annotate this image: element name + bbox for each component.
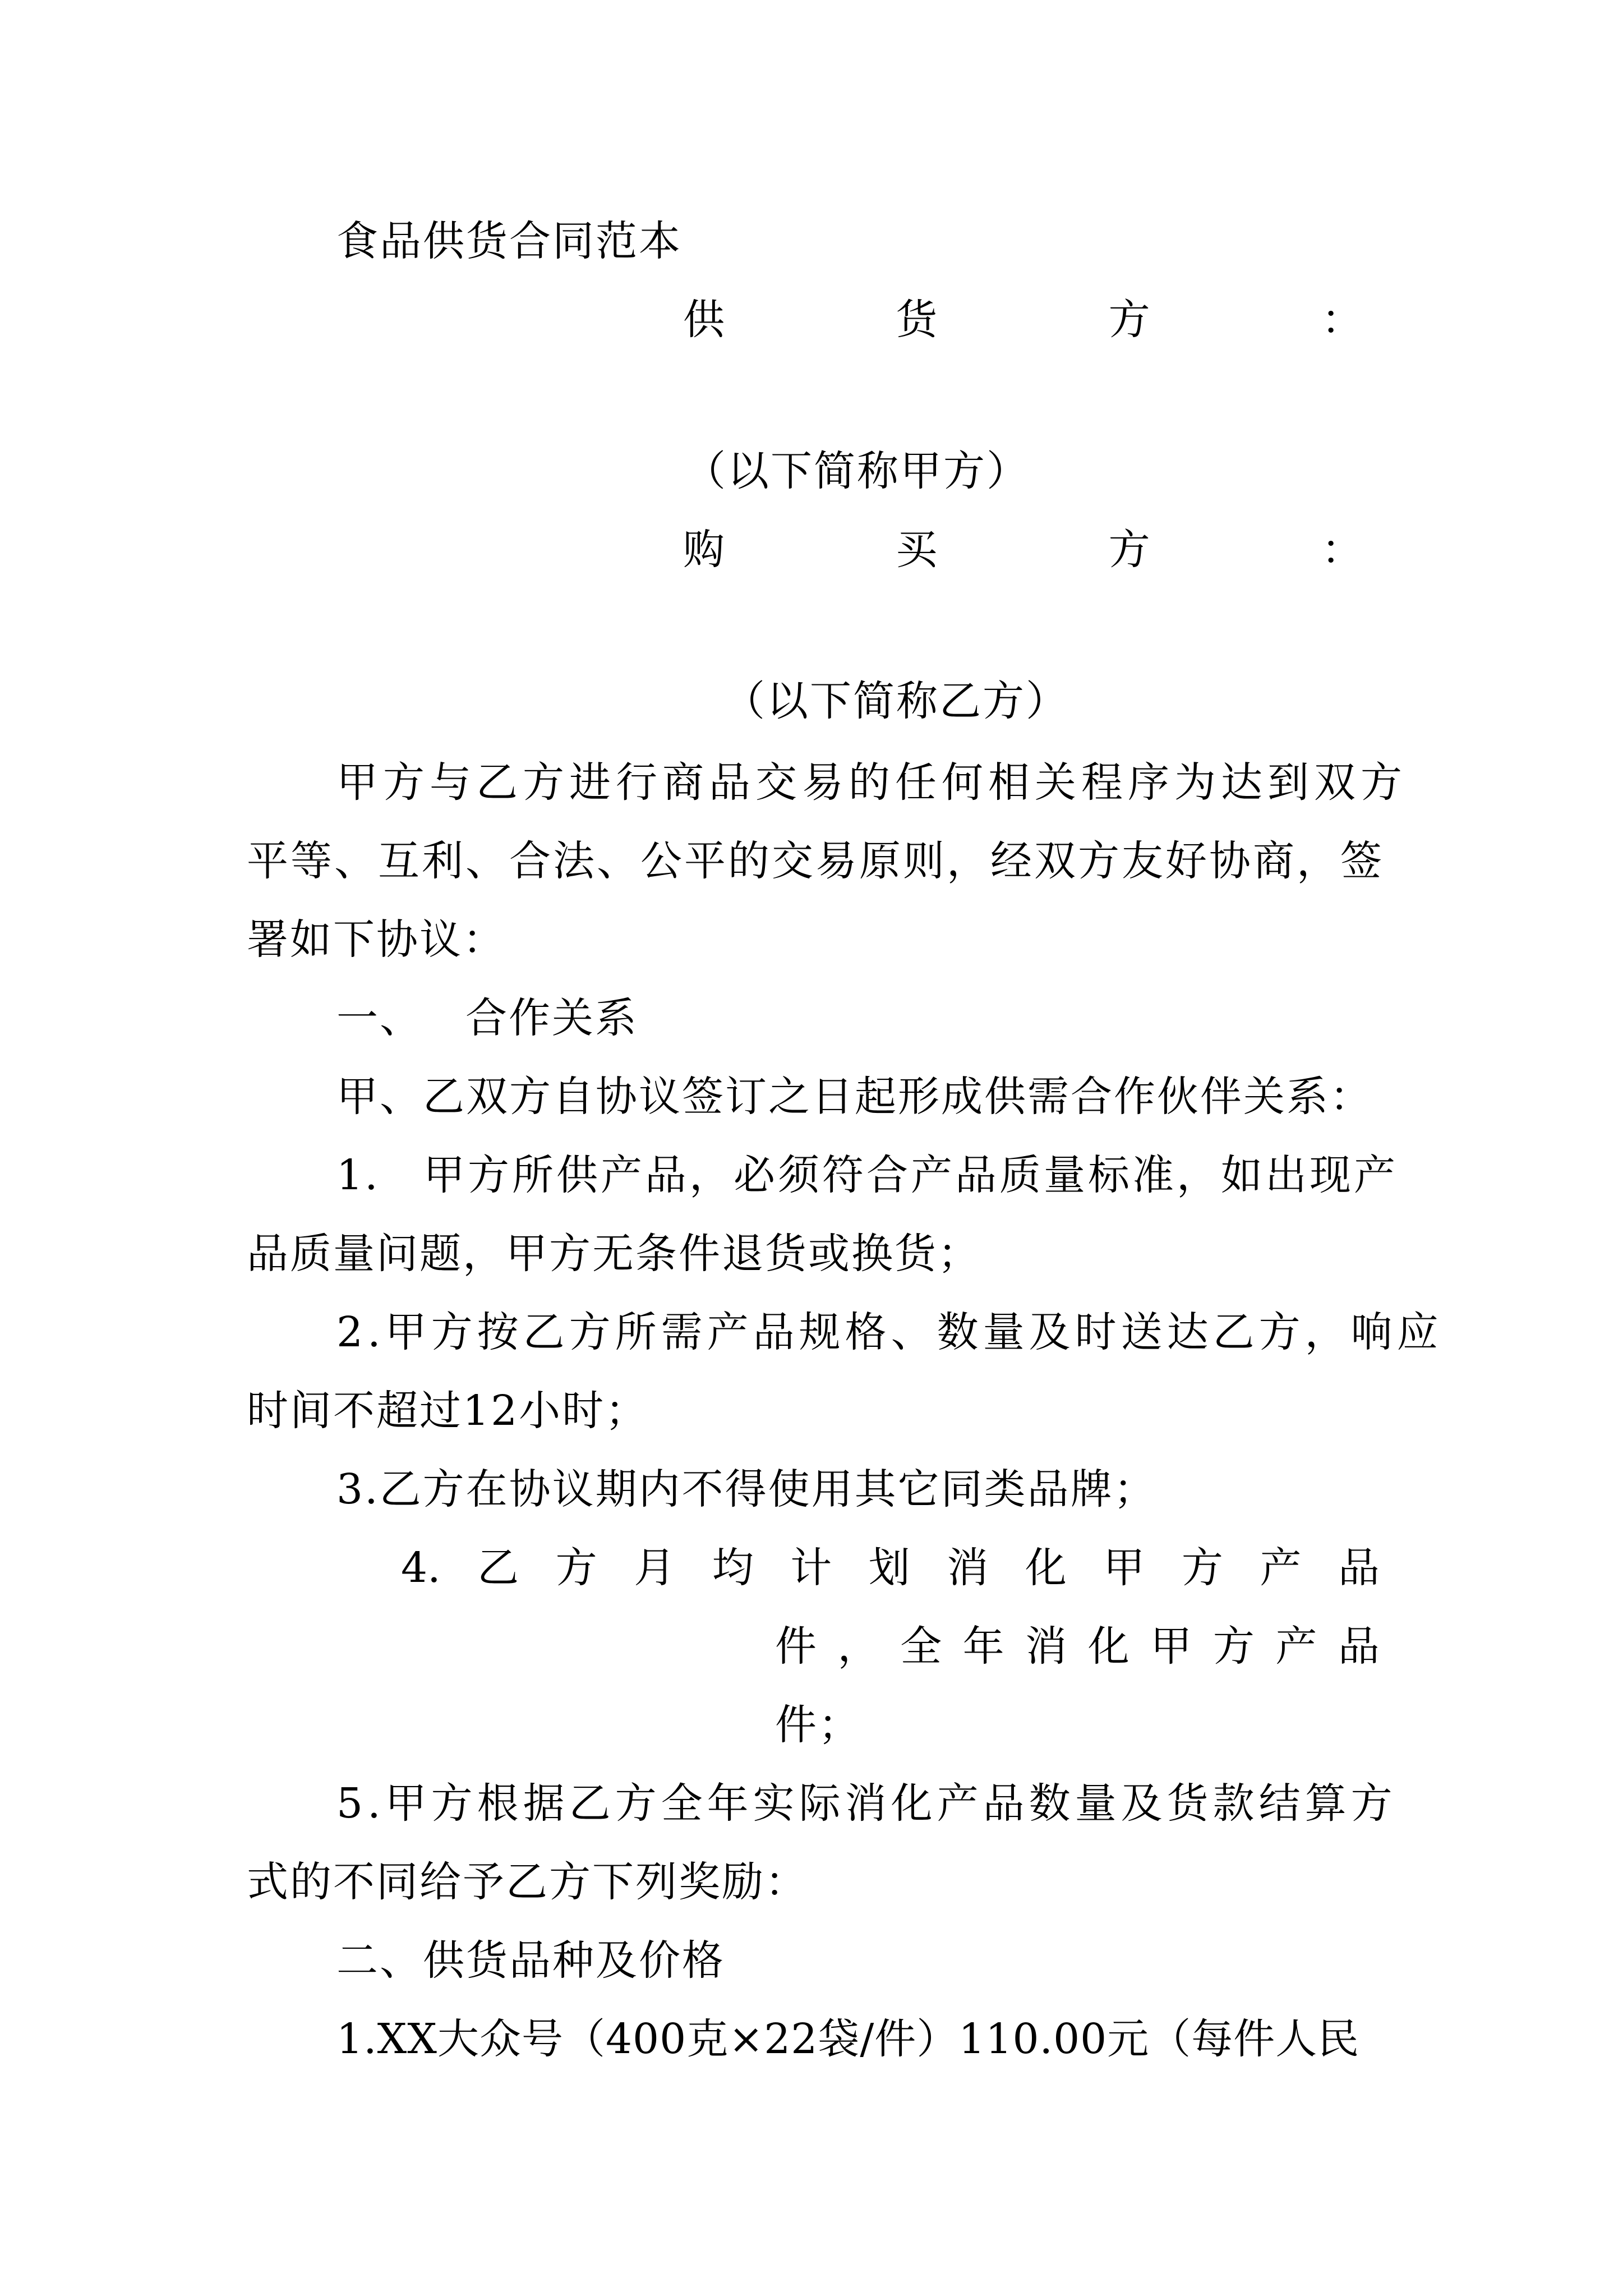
- item4-char: 划: [868, 1544, 910, 1592]
- item4-char: 化: [1025, 1544, 1067, 1592]
- item4-char: 件: [775, 1622, 817, 1671]
- item2-line-2: 时间不超过12小时；: [247, 1387, 649, 1435]
- buyer-char: 方: [1108, 526, 1150, 574]
- item4-char: 甲: [1150, 1622, 1192, 1671]
- buyer-char: 买: [896, 526, 938, 574]
- preamble-line-2: 平等、互利、合法、公平的交易原则，经双方友好协商，签: [247, 837, 1384, 885]
- item1-line-1: 甲方所供产品，必须符合产品质量标准，如出现产: [423, 1151, 1398, 1199]
- item4-char: 产: [1275, 1622, 1317, 1671]
- item5-line-1: 5.甲方根据乙方全年实际消化产品数量及货款结算方: [336, 1779, 1397, 1828]
- item4-char: 年: [962, 1622, 1004, 1671]
- item2-line-1: 2.甲方按乙方所需产品规格、数量及时送达乙方，响应: [336, 1308, 1443, 1356]
- item4-line-3: 件；: [775, 1701, 861, 1749]
- buyer-note: （以下简称乙方）: [723, 677, 1069, 725]
- item4-line-1: [401, 1537, 1380, 1599]
- supplier-char: ：: [1321, 296, 1363, 344]
- item4-char: 品: [1338, 1622, 1380, 1671]
- item1-number: 1.: [336, 1151, 380, 1199]
- supplier-char: 方: [1108, 296, 1150, 344]
- item4-char: 消: [1025, 1622, 1067, 1671]
- item5-line-2: 式的不同给予乙方下列奖励：: [247, 1858, 808, 1906]
- item4-char: 化: [1087, 1622, 1129, 1671]
- preamble-line-3: 署如下协议：: [247, 915, 506, 964]
- item4-char: 计: [790, 1544, 832, 1592]
- section2-item1: 1.XX大众号（400克×22袋/件）110.00元（每件人民: [336, 2015, 1360, 2063]
- item4-line-2: [775, 1616, 1380, 1677]
- item4-char: 月: [634, 1544, 676, 1592]
- section1-heading-text: 合作关系: [465, 994, 638, 1042]
- section1-intro: 甲、乙双方自协议签订之日起形成供需合作伙伴关系：: [336, 1073, 1373, 1121]
- item3-line: 3.乙方在协议期内不得使用其它同类品牌；: [336, 1465, 1157, 1513]
- supplier-char: 货: [896, 296, 938, 344]
- preamble-line-1: 甲方与乙方进行商品交易的任何相关程序为达到双方: [336, 758, 1407, 807]
- buyer-char: 购: [683, 526, 725, 574]
- section2-heading: 二、供货品种及价格: [336, 1936, 725, 1985]
- item4-char: 4.: [401, 1544, 441, 1592]
- item4-char: 全: [900, 1622, 942, 1671]
- supplier-label: [683, 289, 1363, 351]
- item4-char: ，: [837, 1622, 879, 1671]
- supplier-note: （以下简称甲方）: [684, 447, 1030, 495]
- document-title: 食品供货合同范本: [336, 217, 682, 265]
- supplier-char: 供: [683, 296, 725, 344]
- item4-char: 方: [1212, 1622, 1255, 1671]
- item4-char: 方: [1181, 1544, 1223, 1592]
- item4-char: 产: [1260, 1544, 1302, 1592]
- buyer-label: [683, 519, 1363, 581]
- section1-heading-num: 一、: [336, 994, 423, 1042]
- item4-char: 均: [712, 1544, 754, 1592]
- item4-char: 品: [1338, 1544, 1380, 1592]
- item1-line-2: 品质量问题，甲方无条件退货或换货；: [247, 1230, 981, 1278]
- item4-char: 甲: [1103, 1544, 1145, 1592]
- item4-char: 消: [947, 1544, 989, 1592]
- buyer-char: ：: [1321, 526, 1363, 574]
- item4-char: 乙: [477, 1544, 519, 1592]
- item4-char: 方: [555, 1544, 597, 1592]
